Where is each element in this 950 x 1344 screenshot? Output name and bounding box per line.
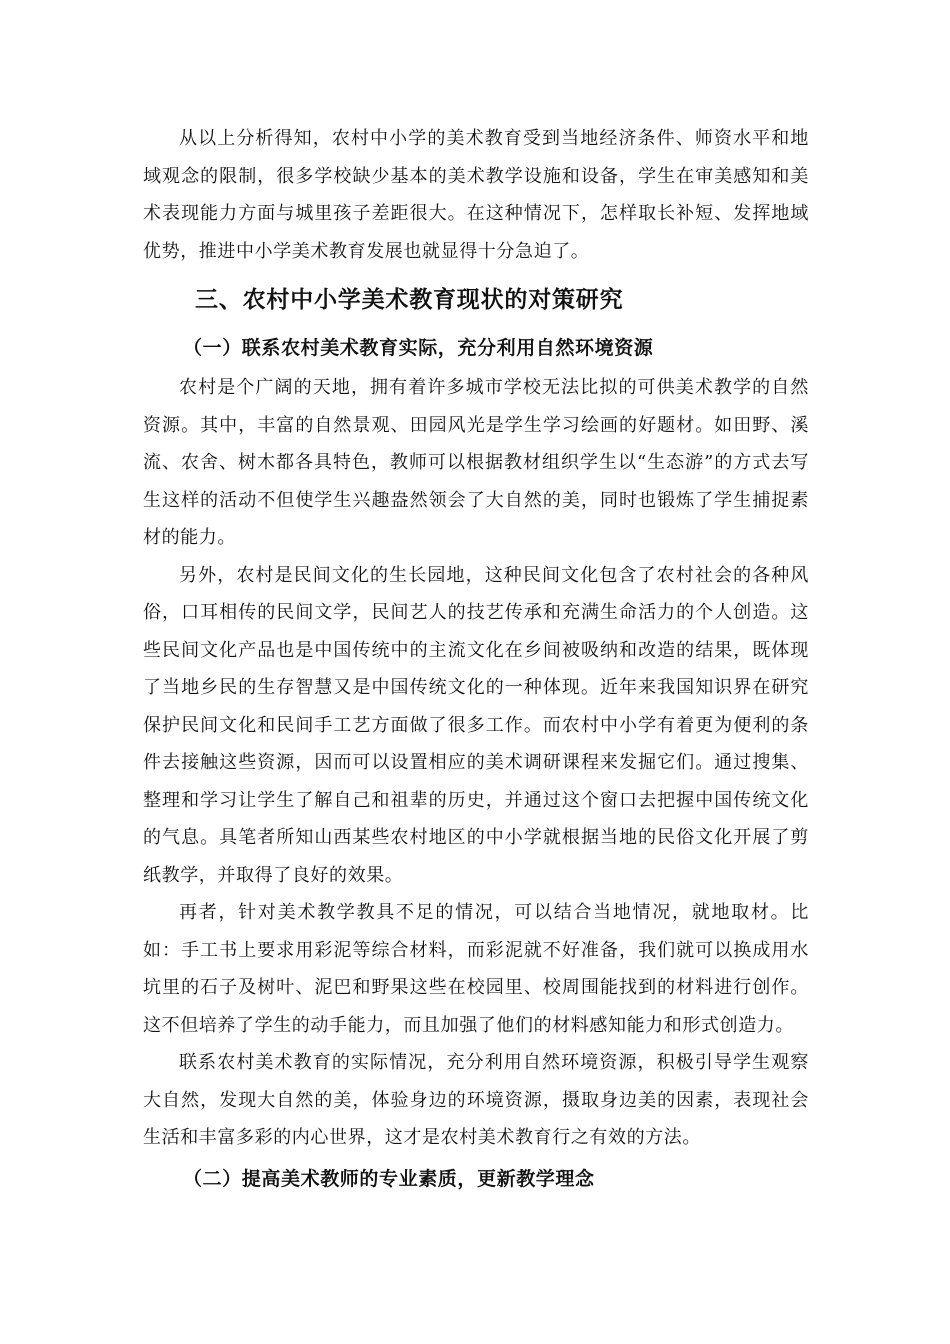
paragraph-local-materials: 再者，针对美术教学教具不足的情况，可以结合当地情况，就地取材。比如：手工书上要求用彩泥等综合材料，而彩泥就不好准备，我们就可以换成用水坑里的石子及树叶、泥巴和野果这些在校园里、校周围能找到的材料进行创作。这不但培养了学生的动手能力，而且加强了他们的材料感知能力和形式创造力。 (143, 902, 809, 1036)
paragraph-folk-culture: 另外，农村是民间文化的生长园地，这种民间文化包含了农村社会的各种风俗，口耳相传的民间文学，民间艺人的技艺传承和充满生命活力的个人创造。这些民间文化产品也是中国传统中的主流文化在乡间被吸纳和改造的结果，既体现了当地乡民的生存智慧又是中国传统文化的一种体现。近年来我国知识界在研究保护民间文化和民间手工艺方面做了很多工作。而农村中小学有着更为便利的条件去接触这些资源，因而可以设置相应的美术调研课程来发掘它们。通过搜集、整理和学习让学生了解自己和祖辈的历史，并通过这个窗口去把握中国传统文化的气息。具笔者所知山西某些农村地区的中小学就根据当地的民俗文化开展了剪纸教学，并取得了良好的效果。 (143, 564, 809, 886)
paragraph-summary: 联系农村美术教育的实际情况，充分利用自然环境资源，积极引导学生观察大自然，发现大自然的美，体验身边的环境资源，摄取身边美的因素，表现社会生活和丰富多彩的内心世界，这才是农村美术教育行之有效的方法。 (143, 1052, 809, 1148)
subsection-1-heading: （一）联系农村美术教育实际，充分利用自然环境资源 (183, 337, 654, 359)
intro-paragraph: 从以上分析得知，农村中小学的美术教育受到当地经济条件、师资水平和地域观念的限制，很多学校缺少基本的美术教学设施和设备，学生在审美感知和美术表现能力方面与城里孩子差距很大。在这种情况下，怎样取长补短、发挥地域优势，推进中小学美术教育发展也就显得十分急迫了。 (143, 128, 809, 262)
section-heading: 三、农村中小学美术教育现状的对策研究 (195, 287, 624, 313)
document-body (143, 120, 809, 1200)
subsection-2-heading: （二）提高美术教师的专业素质，更新教学理念 (183, 1167, 595, 1190)
paragraph-natural-resources: 农村是个广阔的天地，拥有着许多城市学校无法比拟的可供美术教学的自然资源。其中，丰富的自然景观、田园风光是学生学习绘画的好题材。如田野、溪流、农舍、树木都各具特色，教师可以根据教材组织学生以“生态游”的方式去写生这样的活动不但使学生兴趣盎然领会了大自然的美，同时也锻炼了学生捕捉素材的能力。 (143, 377, 809, 548)
